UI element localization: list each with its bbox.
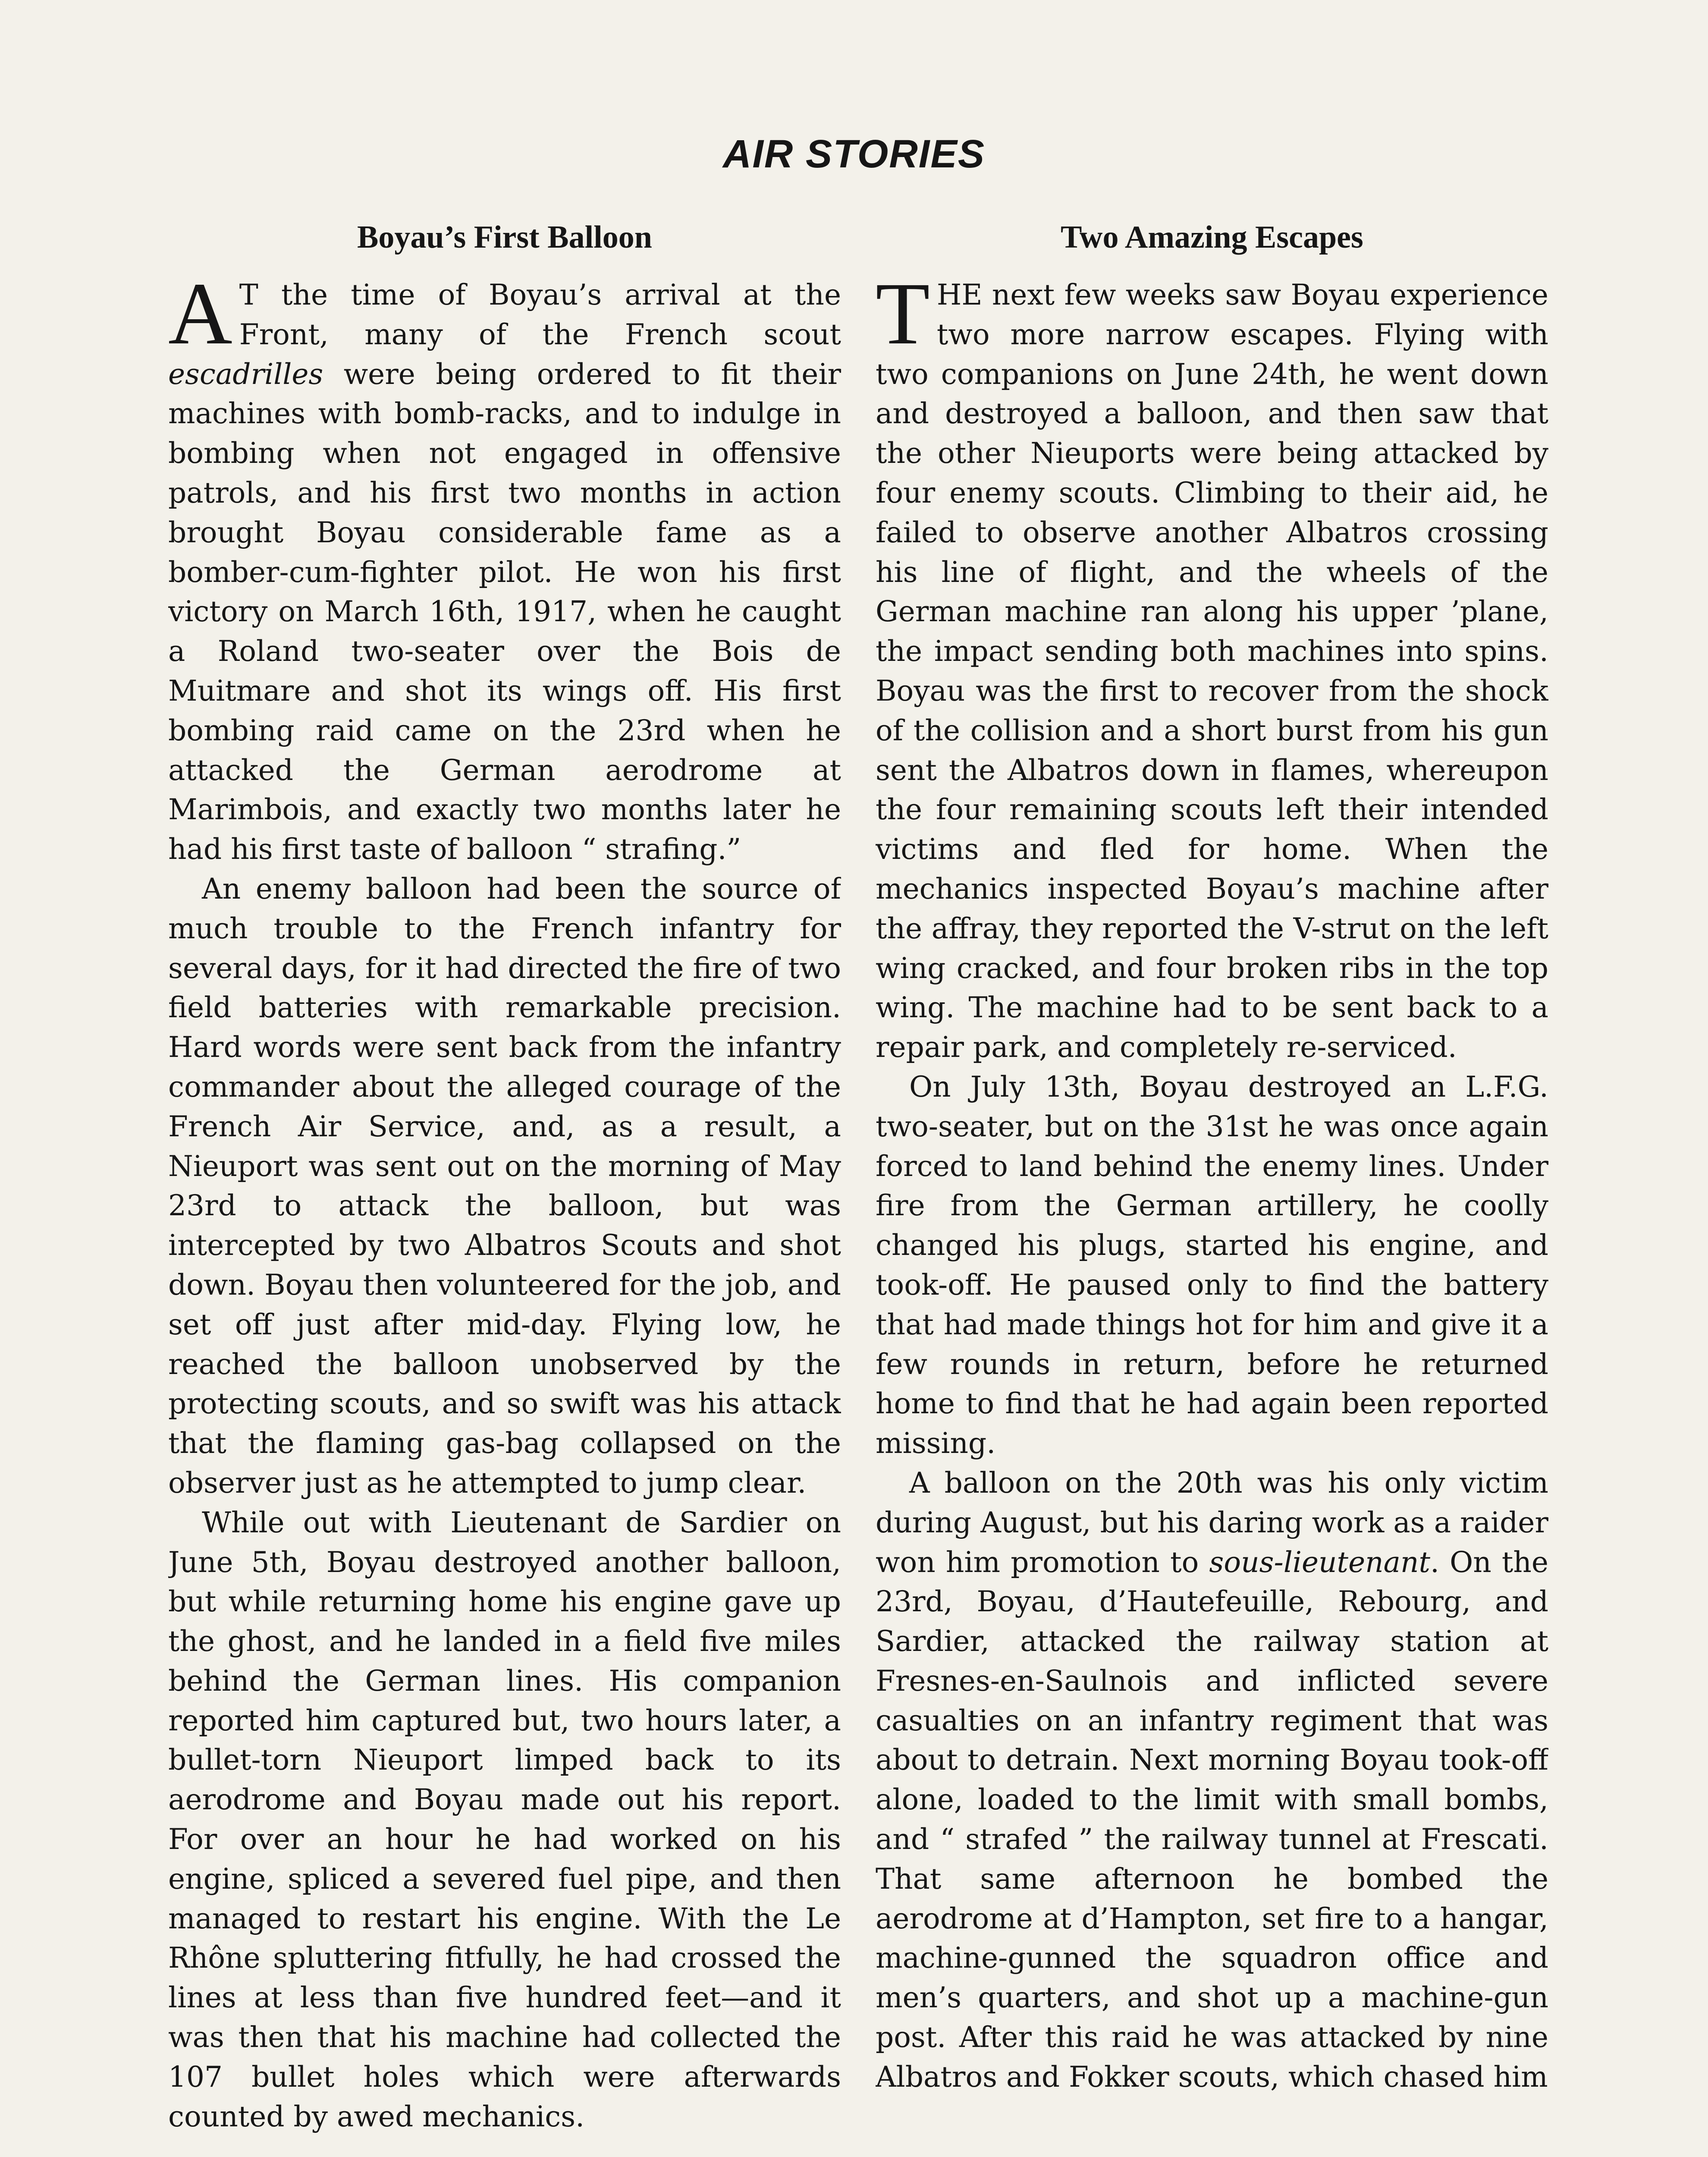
italic-term: sous-lieutenant: [1209, 1545, 1431, 1579]
section-heading-two-amazing-escapes: Two Amazing Escapes: [1061, 220, 1363, 255]
drop-cap: T: [876, 264, 930, 363]
drop-cap: A: [168, 264, 232, 363]
left-column: [168, 216, 841, 2157]
paragraph-1: [876, 264, 1548, 1067]
paragraph-3: [876, 1463, 1548, 2097]
paragraph-3: While out with Lieutenant de Sardier on June 5th, Boyau destroyed another balloon, but while returning home his engine gave up the ghost, and he landed in a field five miles behind the German lines. His companion reported him captured but, two hours later, a bullet-torn Nieuport limped back to its aerodrome and Boyau made out his report. For over an hour he had worked on his engine, spliced a severed fuel pipe, and then managed to restart his engine. With the Le Rhône spluttering fitfully, he had crossed the lines at less than five hundred feet—and it was then that his machine had collected the 107 bullet holes which were afterwards counted by awed mechanics.: [168, 1506, 841, 2133]
italic-term: escadrilles: [168, 357, 323, 391]
paragraph-2: An enemy balloon had been the source of much trouble to the French infantry for several days, for it had directed the fire of two field batteries with remarkable precision. Hard words were sent back from the infantry commander about the alleged courage of the French Air Service, and, as a result, a Nieuport was sent out on the morning of May 23rd to attack the balloon, but was intercepted by two Albatros Scouts and shot down. Boyau then volunteered for the job, and set off just after mid-day. Flying low, he reached the balloon unobserved by the protecting scouts, and so swift was his attack that the flaming gas-bag collapsed on the observer just as he attempted to jump clear.: [168, 872, 841, 1500]
section-heading-boyaus-first-balloon: Boyau’s First Balloon: [357, 220, 652, 255]
paragraph-text: . On the 23rd, Boyau, d’Hautefeuille, Rebourg, and Sardier, attacked the railway station at Fresnes-en-Saulnois and inflicted severe casualties on an infantry regiment that was about to detrain. Next morning Boyau took-off alone, loaded to the limit with small bombs, and “ strafed ” the railway tunnel at Frescati. That same afternoon he bombed the aerodrome at d’Hampton, set fire to a hangar, machine-gunned the squadron office and men’s quarters, and shot up a machine-gun post. After this raid he was attacked by nine Albatros and Fokker scouts, which chased him: [876, 1545, 1548, 2094]
paragraph-text: were being ordered to fit their machines with bomb-racks, and to indulge in bombing when not engaged in offensive patrols, and his first two months in action brought Boyau considerable fame as a bomber-cum-fighter pilot. He won his first victory on March 16th, 1917, when he caught a Roland two-seater over the Bois de Muitmare and shot its wings off. His first bombing raid came on the 23rd when he attacked the German aerodrome at Marimbois, and exactly two months later he had his first taste of balloon “ strafing.”: [168, 357, 841, 866]
paragraph-2: On July 13th, Boyau destroyed an L.F.G. two-seater, but on the 31st he was once again forced to land behind the enemy lines. Under fire from the German artillery, he coolly changed his plugs, started his engine, and took-off. He paused only to find the battery that had made things hot for him and give it a few rounds in return, before he returned home to find that he had again been reported missing.: [876, 1070, 1548, 1460]
paragraph-text: A balloon on the 20th was his only victim during August, but his daring work as a raider won him promotion to: [876, 1466, 1548, 1579]
right-column: [876, 216, 1548, 2157]
paragraph-text: HE next few weeks saw Boyau experience two more narrow escapes. Flying with two companions on June 24th, he went down and destroyed a balloon, and then saw that the other Nieuports were being attacked by four enemy scouts. Climbing to their aid, he failed to observe another Albatros crossing his line of flight, and the wheels of the German machine ran along his upper ’plane, the impact sending both machines into spins. Boyau was the first to recover from the shock of the collision and a short burst from his gun sent the Albatros down in flames, whereupon the four remaining scouts left their intended victims and fled for home. When the mechanics inspected Boyau’s machine after the affray, they reported the V-strut on the left wing cracked, and four broken ribs in the top wing. The machine had to be sent back to a repair park, and completely re-serviced.: [876, 278, 1548, 1064]
paragraph-1: [168, 264, 841, 869]
paragraph-text: T the time of Boyau’s arrival at the Front, many of the French scout: [239, 278, 841, 351]
running-head: AIR STORIES: [722, 132, 986, 176]
